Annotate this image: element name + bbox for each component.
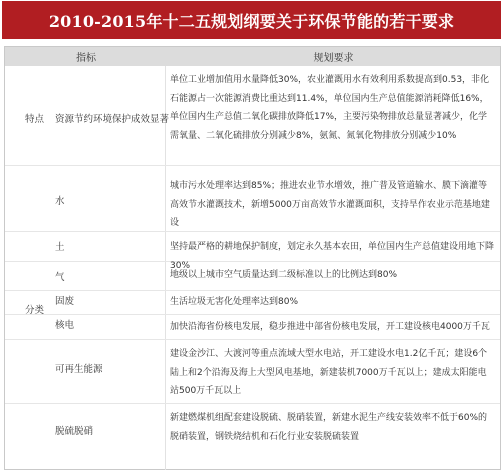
page-title: 2010-2015年十二五规划纲要关于环保节能的若干要求 <box>2 1 501 39</box>
indicator-label: 土 <box>55 242 65 253</box>
row-divider <box>5 314 500 315</box>
requirement-text: 新建燃煤机组配套建设脱硫、脱硝装置，新建水泥生产线安装效率不低于60%的脱硝装置，钢铁烧结机和石化行业安装脱硫装置 <box>170 413 488 442</box>
requirements-table <box>4 46 501 470</box>
requirement-text: 建设金沙江、大渡河等重点流域大型水电站，开工建设水电1.2亿千瓦；建设6个陆上和2个沿海及海上大型风电基地，新建装机7000万千瓦以上；建成太阳能电站500万千瓦以上 <box>170 349 488 396</box>
column-divider <box>165 66 166 470</box>
requirement-text: 单位工业增加值用水量降低30%，农业灌溉用水有效利用系数提高到0.53，非化石能源占一次能源消费比重达到11.4%，单位国内生产总值能源消耗降低16%，单位国内生产总值二氧化碳排放降低17%，主要污染物排放总量显著减少，化学需氧量、二氧化硫排放分别减少8%，氨氮、氮氧化物排放分别减少10% <box>170 75 490 141</box>
indicator-label: 核电 <box>55 320 75 331</box>
row-divider <box>5 339 500 340</box>
requirement-text: 生活垃圾无害化处理率达到80% <box>170 297 299 307</box>
indicator-label: 固废 <box>55 296 75 307</box>
row-divider <box>5 165 500 166</box>
header-requirement: 规划要求 <box>313 53 354 64</box>
row-divider <box>5 290 500 291</box>
category-label: 分类 <box>25 305 45 316</box>
header-indicator: 指标 <box>76 53 96 64</box>
indicator-label: 资源节约环境保护成效显著 <box>55 114 170 125</box>
requirement-text: 城市污水处理率达到85%；推进农业节水增效，推广普及管道输水、膜下滴灌等高效节水灌溉技术，新增5000万亩高效节水灌溉面积，支持旱作农业示范基地建设 <box>170 181 490 228</box>
indicator-label: 脱硫脱硝 <box>55 426 94 437</box>
requirement-text: 加快沿海省份核电发展，稳步推进中部省份核电发展，开工建设核电4000万千瓦 <box>170 322 490 332</box>
indicator-label: 气 <box>55 272 65 283</box>
indicator-label: 可再生能源 <box>55 364 103 375</box>
requirement-text: 地级以上城市空气质量达到二级标准以上的比例达到80% <box>170 270 398 280</box>
row-divider <box>5 403 500 404</box>
table-header <box>5 47 500 66</box>
indicator-label: 水 <box>55 196 65 207</box>
category-label: 特点 <box>25 114 45 125</box>
requirement-text: 坚持最严格的耕地保护制度，划定永久基本农田，单位国内生产总值建设用地下降30% <box>170 242 495 271</box>
